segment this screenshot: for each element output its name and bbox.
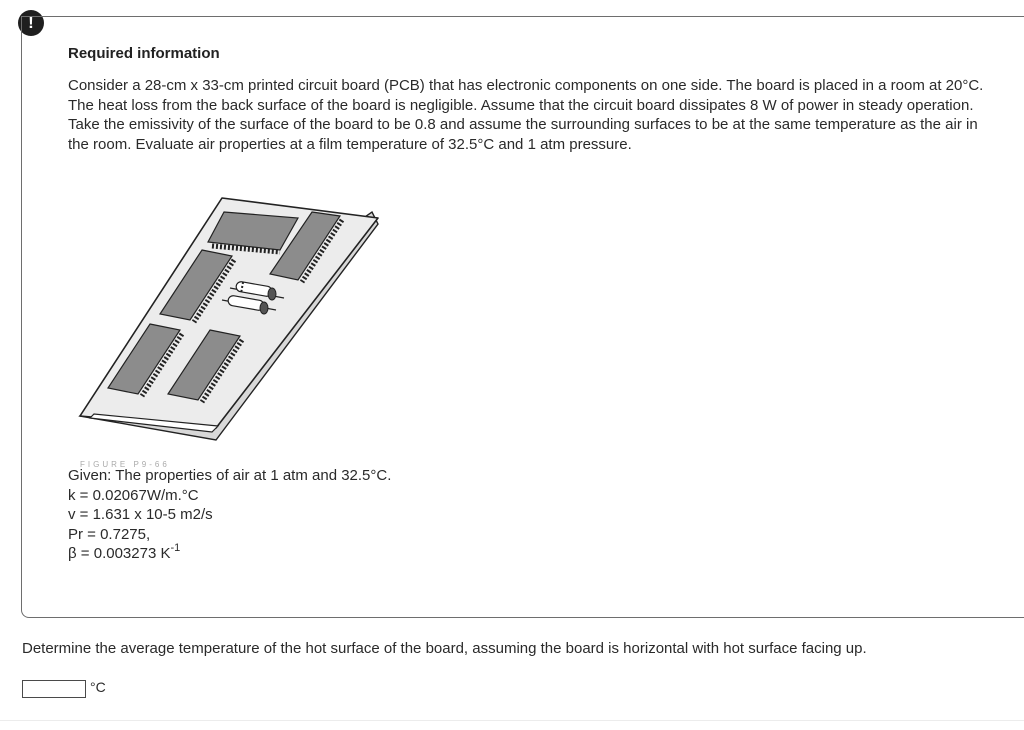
given-properties bbox=[68, 466, 391, 564]
given-nu: v = 1.631 x 10-5 m2/s bbox=[68, 506, 213, 523]
given-pr: Pr = 0.7275, bbox=[68, 525, 151, 543]
figure-caption: FIGURE P9-66 bbox=[80, 460, 170, 469]
given-k: k = 0.02067W/m.°C bbox=[68, 486, 199, 504]
unit-label: °C bbox=[90, 679, 106, 695]
given-beta-exponent: -1 bbox=[170, 542, 181, 554]
pcb-illustration bbox=[76, 194, 382, 444]
given-beta-base: β = 0.003273 K bbox=[68, 545, 171, 562]
info-heading: Required information bbox=[68, 45, 220, 62]
answer-input[interactable] bbox=[22, 680, 86, 698]
question-text: Determine the average temperature of the hot surface of the board, assuming the board is horizontal with hot surface facing up. bbox=[22, 640, 867, 657]
alert-icon: ! bbox=[18, 10, 44, 36]
problem-statement: Consider a 28-cm x 33-cm printed circuit board (PCB) that has electronic components on one side. The board is placed in a room at 20°C. The heat loss from the back surface of the board is negligible. Assume that the circuit board dissipates 8 W of power in steady operation. Take the emissivity of the surface of the board to be 0.8 and assume the surrounding surfaces to be at the same temperature as the air in the room. Evaluate air properties at a film temperature of 32.5°C and 1 atm pressure. bbox=[68, 77, 984, 153]
given-beta bbox=[68, 544, 391, 564]
bottom-divider bbox=[0, 720, 1024, 721]
given-intro: Given: The properties of air at 1 atm and 32.5°C. bbox=[68, 467, 392, 484]
